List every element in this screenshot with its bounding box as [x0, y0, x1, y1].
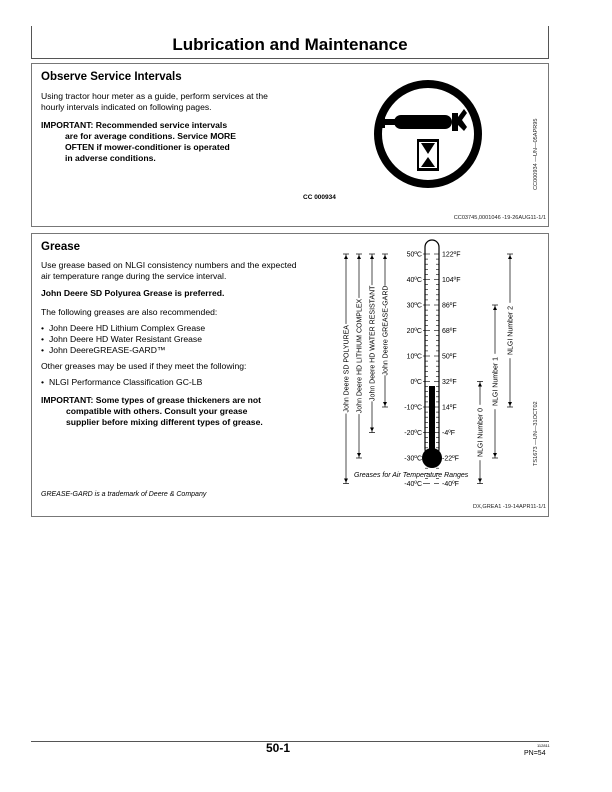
important-line: IMPORTANT: Some types of grease thickeners are not — [41, 395, 261, 405]
recommended-list — [41, 323, 205, 356]
service-intervals-title: Observe Service Intervals — [41, 71, 182, 83]
left-range-arrow — [383, 402, 387, 406]
fahrenheit-label: 68ºF — [442, 328, 457, 335]
celsius-label: -40ºC — [404, 481, 422, 488]
left-range-label: John Deere HD WATER RESISTANT — [369, 285, 377, 401]
grease-ref: DX,GREA1 -19-14APR11-1/1 — [473, 504, 546, 510]
left-range-arrow — [344, 255, 348, 259]
chart-side-code: TS1673 —UN—31OCT02 — [533, 401, 539, 466]
list-item: • John Deere HD Lithium Complex Grease — [41, 323, 205, 334]
fahrenheit-label: 86ºF — [442, 302, 457, 310]
important-line: OFTEN if mower-conditioner is operated — [65, 142, 230, 152]
right-range-label: NLGI Number 2 — [507, 305, 515, 356]
right-range-arrow — [508, 255, 512, 259]
left-range-arrow — [357, 453, 361, 457]
celsius-label: -20ºC — [404, 430, 422, 437]
thermometer-mercury — [429, 386, 435, 456]
celsius-label: 0ºC — [410, 379, 422, 386]
left-range-arrow — [383, 255, 387, 259]
grease-title: Grease — [41, 241, 81, 253]
left-range-label: John Deere HD LITHIUM COMPLEX — [356, 298, 364, 414]
important-line: compatible with others. Consult your grease — [66, 406, 248, 416]
preferred-grease: John Deere SD Polyurea Grease is preferred. — [41, 288, 225, 298]
image-side-code: CC000934 —UN—05APR95 — [533, 118, 539, 190]
right-range-arrow — [478, 383, 482, 387]
right-range-label: NLGI Number 1 — [492, 356, 500, 407]
celsius-label: 50ºC — [406, 251, 422, 259]
trademark-note: GREASE-GARD is a trademark of Deere & Company — [41, 491, 207, 498]
page-number: 50-1 — [266, 741, 291, 755]
service-intervals-text: Using tractor hour meter as a guide, perform services at the hourly intervals indicated on following pages. — [41, 91, 268, 112]
grease-temperature-chart — [330, 236, 530, 488]
fahrenheit-label: 122ºF — [442, 251, 461, 259]
important-line: supplier before mixing different types of grease. — [66, 417, 263, 427]
celsius-label: -10ºC — [404, 404, 422, 412]
footer-small-code: 112811 — [537, 743, 550, 748]
celsius-label: -30ºC — [404, 455, 422, 463]
other-intro: Other greases may be used if they meet the following: — [41, 361, 247, 371]
fahrenheit-label: -22ºF — [442, 455, 459, 463]
fahrenheit-label: 50ºF — [442, 353, 457, 361]
right-range-arrow — [493, 306, 497, 310]
celsius-label: 40ºC — [406, 277, 422, 284]
grease-important-note — [41, 395, 303, 428]
fahrenheit-label: 14ºF — [442, 404, 457, 412]
important-line: are for average conditions. Service MORE — [65, 131, 236, 141]
left-range-label: John Deere SD POLYUREA — [343, 325, 351, 413]
fahrenheit-label: -40ºF — [442, 481, 459, 488]
service-important-note — [41, 120, 301, 164]
footer-pn: PN=54 — [524, 750, 546, 757]
other-list — [41, 377, 202, 388]
left-range-arrow — [370, 255, 374, 259]
celsius-label: 30ºC — [406, 302, 422, 310]
fahrenheit-label: 32ºF — [442, 379, 457, 386]
important-line: in adverse conditions. — [65, 153, 156, 163]
celsius-label: 10ºC — [406, 353, 422, 361]
image-caption: CC 000934 — [303, 194, 336, 201]
right-range-arrow — [493, 453, 497, 457]
fahrenheit-label: -4ºF — [442, 430, 456, 437]
list-item: • John DeereGREASE-GARD™ — [41, 345, 205, 356]
left-range-arrow — [370, 428, 374, 432]
chart-caption: Greases for Air Temperature Ranges — [354, 472, 469, 479]
left-range-label: John Deere GREASE-GARD — [382, 285, 390, 376]
hour-meter-icon — [366, 79, 490, 189]
grease-text: Use grease based on NLGI consistency numbers and the expected air temperature range during the service interval. — [41, 260, 297, 281]
list-item: • NLGI Performance Classification GC-LB — [41, 377, 202, 388]
celsius-label: 20ºC — [406, 328, 422, 335]
fahrenheit-label: 104ºF — [442, 277, 461, 284]
right-range-arrow — [508, 402, 512, 406]
recommended-intro: The following greases are also recommended: — [41, 307, 218, 317]
page-title: Lubrication and Maintenance — [172, 35, 408, 54]
service-ref: CC03745,0001046 -19-26AUG11-1/1 — [453, 215, 546, 221]
left-range-arrow — [357, 255, 361, 259]
right-range-label: NLGI Number 0 — [477, 407, 485, 458]
important-line: IMPORTANT: Recommended service intervals — [41, 120, 228, 130]
list-item: • John Deere HD Water Resistant Grease — [41, 334, 205, 345]
